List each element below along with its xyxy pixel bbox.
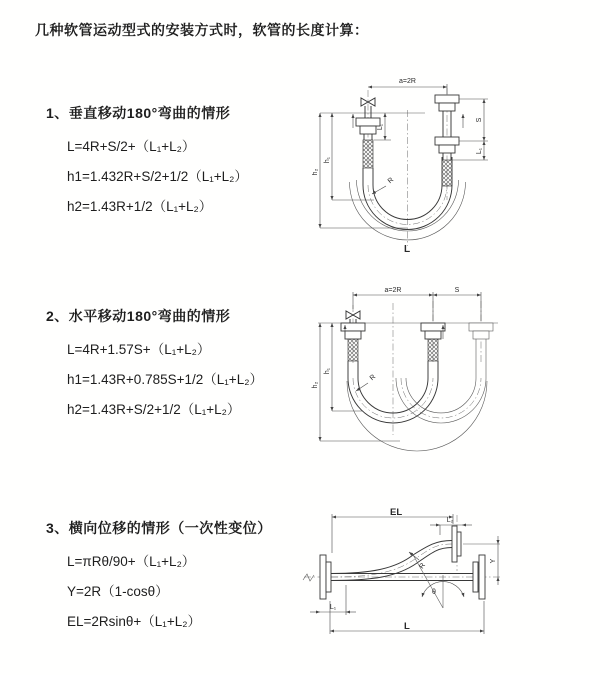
flange-right xyxy=(473,555,485,599)
svg-text:h₁: h₁ xyxy=(324,156,331,164)
formula-line: h2=1.43R+1/2（L₁+L₂） xyxy=(67,199,213,214)
dimension-a2r xyxy=(353,287,481,321)
svg-text:S: S xyxy=(476,117,483,123)
section-2-heading: 2、水平移动180°弯曲的情形 xyxy=(46,308,231,324)
dimension-l1 xyxy=(310,585,356,615)
formula-line: L=4R+1.57S+（L₁+L₂） xyxy=(67,342,211,357)
centerlines xyxy=(304,515,500,577)
diagram-lateral-displacement xyxy=(300,505,600,645)
dimension-s xyxy=(433,287,481,295)
flange-right-moved xyxy=(469,323,493,339)
angle-theta xyxy=(422,575,464,608)
section-3 xyxy=(46,518,272,637)
formula-line: L=πRθ/90+（L₁+L₂） xyxy=(67,554,196,569)
section-2 xyxy=(46,306,263,425)
svg-text:L₂: L₂ xyxy=(446,517,454,524)
dimension-l1-left xyxy=(374,113,391,140)
formula-line: L=4R+S/2+（L₁+L₂） xyxy=(67,139,196,154)
flange-upper xyxy=(452,526,500,562)
dimension-y xyxy=(490,536,498,585)
svg-text:L₁: L₁ xyxy=(329,604,337,611)
el-label: EL xyxy=(390,507,403,518)
svg-text:R: R xyxy=(368,373,378,383)
pipe-break-symbol xyxy=(303,574,314,581)
hose-loop-moved xyxy=(347,339,487,451)
svg-text:a=2R: a=2R xyxy=(384,287,402,294)
l-label: L xyxy=(404,621,410,632)
svg-text:a=2R: a=2R xyxy=(399,78,416,85)
flange-left xyxy=(341,323,365,339)
svg-text:S: S xyxy=(454,287,460,294)
formula-line: Y=2R（1-cosθ） xyxy=(67,584,169,599)
section-1 xyxy=(46,103,248,222)
centerlines xyxy=(368,88,447,246)
flange-middle xyxy=(421,323,445,339)
formula-line: h1=1.432R+S/2+1/2（L₁+L₂） xyxy=(67,169,248,184)
dimension-s xyxy=(459,99,488,141)
formula-line: h1=1.43R+0.785S+1/2（L₁+L₂） xyxy=(67,372,263,387)
dimension-l xyxy=(330,601,484,634)
svg-text:h₁: h₁ xyxy=(324,367,331,375)
dimension-a2r xyxy=(368,78,447,94)
curved-hose xyxy=(331,541,452,581)
section-3-heading: 3、横向位移的情形（一次性变位） xyxy=(46,520,272,536)
dimension-h2 xyxy=(312,113,407,228)
svg-text:R: R xyxy=(386,176,396,186)
formula-line: EL=2Rsinθ+（L₁+L₂） xyxy=(67,614,201,629)
formula-line: h2=1.43R+S/2+1/2（L₁+L₂） xyxy=(67,402,241,417)
radius-label xyxy=(372,177,395,194)
section-1-heading: 1、垂直移动180°弯曲的情形 xyxy=(46,105,231,121)
svg-text:Y: Y xyxy=(490,558,497,564)
radius-label xyxy=(409,552,443,608)
svg-text:h₂: h₂ xyxy=(312,168,319,176)
length-label: L xyxy=(404,244,411,255)
centerlines xyxy=(353,301,481,435)
diagram-vertical-180-bend xyxy=(312,70,590,255)
dimension-l2 xyxy=(430,517,472,535)
dimension-el xyxy=(332,507,453,553)
diagram-horizontal-180-bend xyxy=(310,283,600,458)
page-title: 几种软管运动型式的安装方式时，软管的长度计算： xyxy=(35,22,369,38)
svg-text:R: R xyxy=(418,562,428,571)
svg-text:θ: θ xyxy=(432,589,436,596)
svg-text:L₁: L₁ xyxy=(476,147,483,155)
flange-left xyxy=(320,555,331,599)
svg-text:L₁: L₁ xyxy=(377,123,384,131)
svg-text:h₂: h₂ xyxy=(312,381,319,389)
